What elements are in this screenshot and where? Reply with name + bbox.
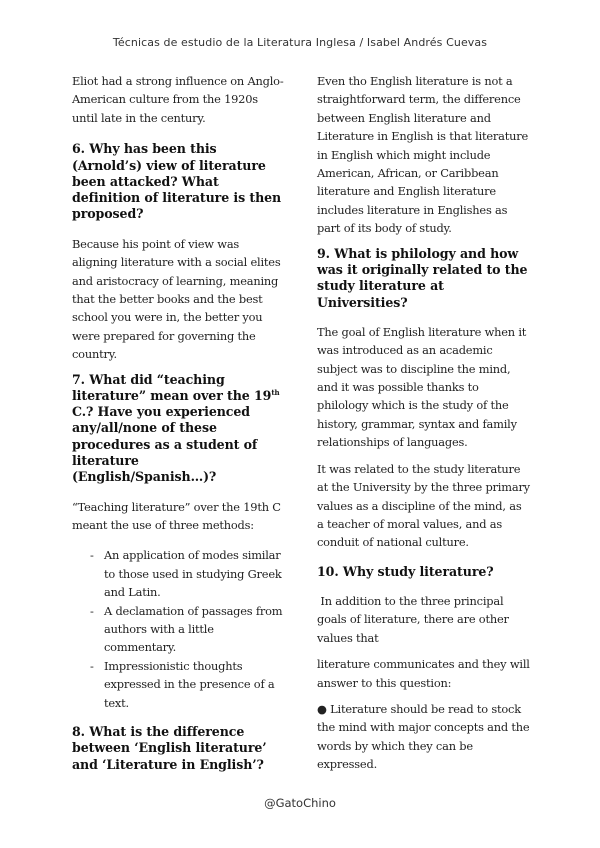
list-item — [72, 602, 284, 657]
left-column — [72, 72, 284, 773]
question-7-heading — [72, 372, 284, 486]
answer-7-paragraph: “Teaching literature” over the 19th C meant the use of three methods: — [72, 499, 281, 533]
list-item-text: An application of modes similar to those used in studying Greek and Latin. — [104, 548, 282, 600]
answer-10-bullet: ● Literature should be read to stock the mind with major concepts and the words by which they can be expressed. — [317, 702, 530, 772]
list-item-text: A declamation of passages from authors with a little commentary. — [104, 603, 283, 655]
question-10-heading: 10. Why study literature? — [317, 563, 494, 579]
right-column — [317, 72, 530, 774]
question-9-heading: 9. What is philology and how was it originally related to the study literature at Universities? — [317, 245, 528, 310]
dash-marker: - — [90, 603, 94, 618]
list-item-text: Impressionistic thoughts expressed in the presence of a text. — [104, 658, 275, 710]
dash-marker: - — [90, 658, 94, 673]
answer-10-paragraph-1: In addition to the three principal goals of literature, there are other values that — [317, 594, 513, 645]
methods-list — [72, 546, 284, 712]
answer-8-paragraph: Even tho English literature is not a straightforward term, the difference between English literature and Literature in English is that literature in English which might include American, African, or Caribbean literature and English literature includes literature in Englishes as part of its body of study. — [317, 74, 529, 236]
answer-9-paragraph-1: The goal of English literature when it was introduced as an academic subject was to discipline the mind, and it was possible thanks to philology which is the study of the history, grammar, syntax and family relationships of languages. — [317, 324, 527, 450]
page-footer: @GatoChino — [264, 796, 336, 810]
dash-marker: - — [90, 548, 94, 563]
answer-9-paragraph-2: It was related to the study literature at the University by the three primary values as a discipline of the mind, as a teacher of moral values, and as conduit of national culture. — [317, 461, 530, 550]
question-7-superscript: th — [271, 387, 280, 397]
question-8-heading: 8. What is the difference between ‘English literature’ and ‘Literature in English’? — [72, 724, 267, 772]
list-item — [72, 546, 284, 601]
question-7-text-a: 7. What did “teaching literature” mean over the 19 — [72, 371, 272, 403]
question-7-text-b: C.? Have you experienced any/all/none of these procedures as a student of literature (English/Spanish…)? — [72, 404, 258, 485]
question-6-heading: 6. Why has been this (Arnold’s) view of literature been attacked? What definition of literature is then proposed? — [72, 141, 282, 222]
page-header: Técnicas de estudio de la Literatura Inglesa / Isabel Andrés Cuevas — [112, 36, 488, 49]
answer-10-paragraph-2: literature communicates and they will answer to this question: — [317, 657, 530, 690]
list-item — [72, 657, 284, 712]
intro-paragraph: Eliot had a strong influence on Anglo-American culture from the 1920s until late in the century. — [72, 74, 284, 125]
answer-6-paragraph: Because his point of view was aligning literature with a social elites and aristocracy of learning, meaning that the better books and the best school you were in, the better you were prepared for governing the country. — [72, 236, 281, 362]
